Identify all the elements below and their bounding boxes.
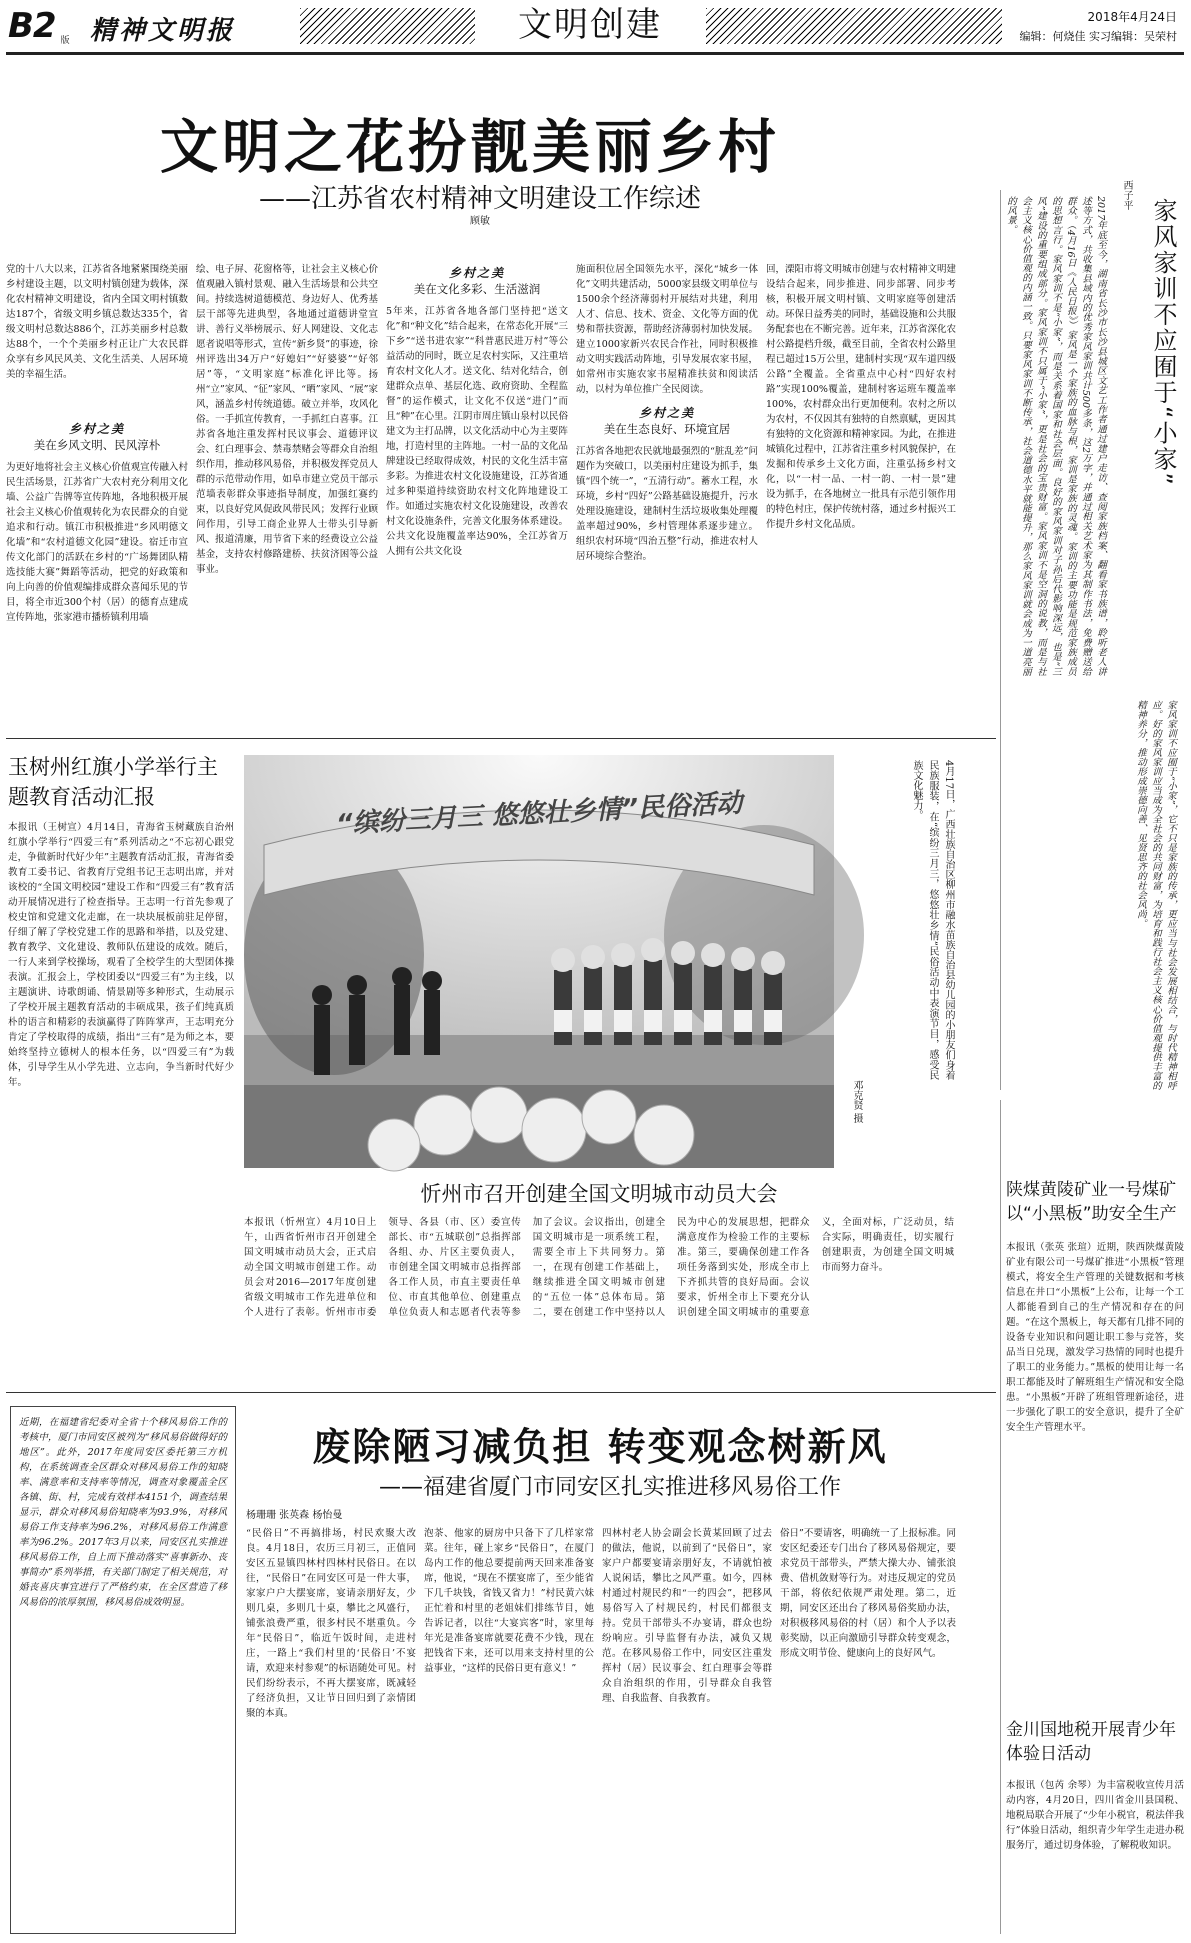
school-body: 本报讯（王树宣）4月14日，青海省玉树藏族自治州红旗小学举行“四爱三有”系列活动之“不忘初心跟党走，争做新时代好少年”主题教育活动汇报，青海省委教育工委书记、省教育厅党组书记王志明出席，并对该校的“全国文明校园”建设工作和“四爱三有”教育活动开展情况进行了检查指导。王志明一行首先参观了校史馆和党建文化走廊，在一块块展板前驻足停留，仔细了解了学校党建工作的思路和举措，以及党建、教育教学、文化建设、教师队伍建设的成效。随后，一行人来到学校操场，观看了全校学生的大型团体操表演。汇报会上，学校团委以“四爱三有”为主线，以主题演讲、诗歌朗诵、情景剧等多种形式，生动展示了学校开展主题教育活动的丰硕成果，孩子们纯真质朴的语言和精彩的表演赢得了阵阵掌声，王志明充分肯定了学校取得的成绩，指出“三有”是为师之本，要始终坚持立德树人的根本任务，以“四爱三有”为载体，引导学生从小学先进、立志向，争当新时代好少年。 [8,822,234,1088]
masthead-hatch-right [706,8,1002,44]
photo [244,755,834,1168]
divider-mid [6,738,996,739]
lead-col4: 施面积位居全国领先水平，深化“城乡一体化”文明共建活动，5000家县级文明单位与1500余个经济薄弱村开展结对共建，利用人才、信息、技术、资金、文化等方面的优势和帮扶资源，帮助经济薄弱村加快发展。建立1000家新兴农民合作社，同时积极推动文明实践活动阵地，引导发展农家书屋，如常州市实施农家书屋精准扶贫和阅读活动，以村为单位推广全民阅读。 [576,264,758,395]
section-title: 文明创建 [518,5,662,45]
masthead [0,0,1191,54]
photo-banner: “缤纷三月三 悠悠壮乡情”民俗活动 [335,788,743,840]
xinzhou-title: 忻州市召开创建全国文明城市动员大会 [420,1182,778,1206]
editors-line: 编辑：何烧佳 实习编辑：吴荣村 [1019,30,1177,43]
lead-sub3-title: 美在生态良好、环境宜居 [603,422,731,436]
jinchuan-title: 金川国地税开展青少年体验日活动 [1006,1720,1176,1764]
page-number: B2 [8,6,56,46]
school-title: 玉树州红旗小学举行主题教育活动汇报 [8,755,218,809]
shaanxi-title: 陕煤黄陵矿业一号煤矿以“小黑板”助安全生产 [1006,1180,1177,1224]
lead-sub1-title: 美在乡风文明、民风淳朴 [33,438,161,452]
xiamen-title: 废除陋习减负担 转变观念树新风 [312,1425,888,1469]
jinchuan-body: 本报讯（包芮 余琴）为丰富税收宣传月活动内容，4月20日，四川省金川县国税、地税局联合开展了“少年小税官，税法伴我行”体验日活动，组织青少年学生走进办税服务厅，通过切身体验，了解税收知识。 [1006,1780,1184,1851]
xiamen-col3: 四林村老人协会副会长黄某回顾了过去的做法，他说，以前到了“民俗日”，家家户户都要宴请亲朋好友，不请就怕被人说闲话，攀比之风严重。如今，四林村通过村规民约和“一约四会”，把移风易俗写入了村规民约，村民们都很支持。党员干部带头不办宴请，群众也纷纷响应。引导监督有办法，减负又规范。在移风易俗工作中，同安区注重发挥村（居）民议事会、红白理事会等群众自治组织的作用，引导群众自我管理、自我监督、自我教育。 [602,1528,772,1704]
sidebar-family-author: 西子平 [1121,180,1132,210]
photo-credit: 邓克贤 摄 [851,1080,862,1124]
lead-col1: 党的十八大以来，江苏省各地紧紧围绕美丽乡村建设主题，以文明村镇创建为载体，深化农村精神文明建设，省内全国文明村镇数达187个，省级文明乡镇总数达335个，省级文明村总数达886个，江苏美丽乡村总数达88个，一个个美丽乡村正让广大农民群众享有乡风民风美、文化生活美、人居环境美的幸福生活。 [6,264,188,380]
paper-name: 精神文明报 [90,16,236,46]
sidebar-family-body-cont: 家风家训不应囿于“小家”，它不只是家族的传承，更应当与社会发展相结合，与时代精神相呼应。好的家风家训应当成为全社会的共同财富，为培育和践行社会主义核心价值观提供丰富的精神养分，推动形成崇德向善、见贤思齐的社会风尚。 [1135,700,1176,1090]
lead-sub3-label: 乡村之美 [638,406,695,420]
lead-sub1-label: 乡村之美 [68,422,125,436]
xiamen-author: 杨珊珊 张英森 杨怡曼 [246,1510,343,1521]
shaanxi-body: 本报讯（张英 张瑄）近期，陕西陕煤黄陵矿业有限公司一号煤矿推进“小黑板”管理模式，将安全生产管理的关键数据和考核信息在井口“小黑板”上公布，让每一个工人都能看到自己的生产情况和存在的问题。“在这个黑板上，每天都有几排不同的设备专业知识和问题让职工参与竞答，奖品当日兑现，激发学习热情的同时也提升了职工的业务能力。”黑板的使用让每一名职工都能及时了解班组生产情况和安全隐患。“小黑板”开辟了班组管理新途径，进一步强化了职工的安全意识，提升了全矿安全生产管理水平。 [1006,1242,1184,1433]
lead-col3: 5年来，江苏省各地各部门坚持把“送文化”和“种文化”结合起来，在常态化开展“三下乡”“送书进农家”“科普惠民进万村”等公益活动的同时，既立足农村实际，又注重培育农村文化人才。送文化、结对化结合，创建群众点单、基层化选、政府资助、全程监督”的运作模式，让文化不仅送“进门”而且“种”在心里。江阴市周庄镇山泉村以民俗建文为主打品牌，以文化活动中心为主要阵地，打造村里的主阵地。一村一品的文化品牌建设已经取得成效，村民的文化生活丰富多彩。为推进农村文化设施建设，江苏省通过多种渠道持续资助农村文化阵地建设工作。如通过实施农村文化设施建设，改善农村文化设施条件，完善文化服务体系建设。公共文化设施覆盖率达90%，全江苏省万人拥有公共文化设 [386,306,568,557]
divider-bottom [6,1392,996,1393]
lead-subtitle: ——江苏省农村精神文明建设工作综述 [258,184,701,214]
lead-col2: 绘、电子屏、花窗格等，让社会主义核心价值观融入镇村景观、融入生活场景和公共空间。持续选树道德模范、身边好人、优秀基层干部等先进典型，各地通过道德讲堂宣讲、善行义举榜展示、好人网建设、文化志愿者说唱等形式，宣传“新乡贤”的事迹，徐州评选出34万户“好媳妇”“好婆婆”“好邻居”等，“文明家庭”标准化评比等。扬州“立”家风、“征”家风、“晒”家风、“展”家风，涵盖乡村传统道德。破立并举，攻风化俗。一手抓宣传教育，一手抓红白喜事。江苏省各地注重发挥村民议事会、道德评议会、红白理事会、禁毒禁赌会等群众自治组织作用，推动移风易俗，并积极发挥党员人群的示范带动作用，如阜市建立党员干部示范墙表彰群众事迹指导制度，加强红赛约束，以良好党风促政风带民风；发挥行业顾问作用，引导工商企业界人士带头引导新风、报道清廉，用节省下来的经费设立公益基金，支持农村修路建桥、扶贫济困等公益事业。 [196,264,378,575]
xinzhou-body: 本报讯（忻州宣）4月10日上午，山西省忻州市召开创建全国文明城市动员大会，正式启动全国文明城市创建工作。动员会对2016—2017年度创建省级文明城市工作先进单位和个人进行了表彰。忻州市市委领导、各县（市、区）委宣传部长、市“五城联创”总指挥部各组、办、片区主要负责人，市创建全国文明城市总指挥部各工作人员，市直主要责任单位、市直其他单位、创建重点单位负责人和志愿者代表等参加了会议。会议指出，创建全国文明城市是一项系统工程，需要全市上下共同努力。第一，在现有创建工作基础上，继续推进全国文明城市创建的“五位一体”总体布局。第二，要在创建工作中坚持以人民为中心的发展思想，把群众满意度作为检验工作的主要标准。第三，要确保创建工作各项任务落到实处，形成全市上下齐抓共管的良好局面。会议要求，忻州全市上下要充分认识创建全国文明城市的重要意义，全面对标，广泛动员，结合实际，明确责任，切实履行创建职责，为创建全国文明城市而努力奋斗。 [244,1217,954,1318]
lead-author: 顾敏 [470,216,490,227]
lead-sub1 [6,420,188,453]
sidebar-family-title: 家风家训不应囿于“小家” [1149,198,1177,487]
issue-date: 2018年4月24日 [1087,10,1177,24]
lead-sub2-label: 乡村之美 [448,266,505,280]
xiamen-col2: 泡茶、他家的厨房中只备下了几样家常菜。往年，碰上家乡“民俗日”，在厦门岛内工作的他总要提前两天回来准备宴席，他说，“现在不摆宴席了，至少能省下几千块钱，省钱又省力！”村民黄六妹正忙着和村里的老姐妹们排练节目，她告诉记者，以往“大宴宾客”时，家里每年光是准备宴席就要花费不少钱，现在把钱省下来，还可以用来支持村里的公益事业，“这样的民俗日更有意义！” [424,1528,594,1674]
masthead-hatch [300,8,475,44]
sidebar-divider [1000,190,1001,1090]
lead-title: 文明之花扮靓美丽乡村 [159,113,780,181]
lead-sub2-title: 美在文化多彩、生活滋润 [413,282,541,296]
xiamen-intro: 近期，在福建省纪委对全省十个移风易俗工作的考核中，厦门市同安区被列为“移风易俗做得好的地区”。此外，2017年度同安区委托第三方机构，在系统调查全区群众对移风易俗工作的知晓率、满意率和支持率等情况，调查对象覆盖全区各镇、街、村，完成有效样本4151个，调查结果显示，群众对移风易俗知晓率为93.9%，对移风易俗工作支持率为96.2%，对移风易俗工作满意率为96.2%。2017年3月以来，同安区扎实推进移风易俗工作，自上而下推动落实“喜事新办、丧事简办”系列举措，有关部门制定了相关规范，对婚丧喜庆事宜进行了严格约束，在全区营造了移风易俗的浓厚氛围，移风易俗成效明显。 [19,1417,227,1608]
lead-col4b: 江苏省各地把农民就地最强烈的“脏乱差”问题作为突破口，以美丽村庄建设为抓手，集镇“四个统一”，“五清行动”。蓄水工程，水环境，乡村“四好”公路基础设施提升，污水处理设施建设，建制村生活垃圾收集处理覆盖率超过90%，乡村管理体系逐步建立。组织农村环境“四治五整”行动，推进农村人居环境综合整治。 [576,446,758,562]
page-number-box [8,6,70,46]
lead-col1b: 为更好地将社会主义核心价值观宣传融入村民生活场景，江苏省广大农村充分利用文化墙、公益广告牌等宣传阵地，各地积极开展社会主义核心价值观转化为农民群众的自觉追求和行动。镇江市积极推进“乡风明德文化墙”和“农村道德文化园”建设。宿迁市宣传文化部门的活跃在乡村的“广场舞团队精选技能大赛”舞蹈等活动，把党的好政策和向上向善的价值观编排成群众喜闻乐见的节目，将全市近300个村（居）的德育点建成宣传阵地，张家港市播桥镇利用墙 [6,462,188,623]
lead-sub2 [386,264,568,297]
lead-col5: 回，溧阳市将文明城市创建与农村精神文明建设结合起来，同步推进、同步部署、同步考核，积极开展文明村镇、文明家庭等创建活动。环保日益秀美的同时，基础设施和公共服务配套也在不断完善。近年来，江苏省深化农村公路提档升级，截至目前，全省农村公路里程已超过15万公里，建制村实现“双车道四级公路”全覆盖。全省重点中心村“四好农村路”实现100%覆盖，建制村客运班车覆盖率100%，农村群众出行更加便利。农村之所以为农村，不仅因其有独特的自然禀赋，更因其有独特的文化资源和精神家园。为此，在推进城镇化过程中，江苏省注重乡村风貌保护，在发掘和传承乡土文化方面，注重弘扬乡村文化，以“一村一品、一村一韵、一村一景”建设为抓手，在各地树立一批具有示范引领作用的特色村庄，保护传统村落，通过乡村振兴工作提升乡村文化品质。 [766,264,957,530]
masthead-rule [6,52,1184,55]
lead-sub3 [576,404,758,437]
sidebar-family-body: 2017年底至今，湖南省长沙市长沙县城区文艺工作者通过建户走访、查阅家族档案、翻看家书族谱，聆听老人讲述等方式，共收集县域内的优秀家风家训共计500多条，这2万字，并通过相关艺术家为其制作书法，免费赠送给群众。（4月16日《人民日报》）家风是一个家族的血脉与根，家训是家族的灵魂。家训的主要功能是规范家族成员的思想言行。家风家训不是“小家”，而是关系着国家和社会层面。良好的家风家训对子孙后代影响深远，也是“三风”建设的重要组成部分。家风家训不只属于“小家”，更是社会的宝贵财富。家风家训不是空洞的说教，而是与社会主义核心价值观的内涵一致。只要家风家训不断传承，社会道德水平就能提升，那么家风家训就会成为一道亮丽的风景。 [1005,196,1106,676]
xiamen-subtitle: ——福建省厦门市同安区扎实推进移风易俗工作 [378,1475,841,1500]
xiamen-col4: 俗日”不要请客，明确统一了上报标准。同安区纪委还专门出台了移风易俗规定，要求党员干部带头，严禁大操大办、铺张浪费、借机敛财等行为。对违反规定的党员干部，将依纪依规严肃处理。第二，近期，同安区还出台了移风易俗奖励办法，对积极移风易俗的村（居）和个人予以表彰奖励，以正向激励引导群众转变观念，形成文明节俭、健康向上的良好风气。 [780,1528,956,1659]
xiamen-col1: “民俗日”不再搞排场，村民欢聚大改良。4月18日，农历三月初三，正值同安区五显镇四林村四林村民俗日。在以往，“民俗日”在同安区可是一件大事，家家户户大摆宴席，宴请亲朋好友，少则几桌，多则几十桌，攀比之风盛行，铺张浪费严重，很多村民不堪重负。今年“民俗日”，临近午饭时间，走进村庄，一路上“我们村里的‘民俗日’不宴请，欢迎来村参观”的标语随处可见。村民们纷纷表示，不再大摆宴席，既减轻了经济负担，又让节日回归到了亲情团聚的本真。 [246,1528,416,1719]
xiamen-intro-box [10,1406,236,1934]
page-suffix: 版 [60,36,70,46]
divider-right-bottom [1000,1100,1001,1934]
photo-caption: 4月17日，广西壮族自治区柳州市融水苗族自治县幼儿园的小朋友们身着民族服装，在“缤纷三月三，悠悠壮乡情”民俗活动中表演节目，感受民族文化魅力。 [911,760,954,1080]
